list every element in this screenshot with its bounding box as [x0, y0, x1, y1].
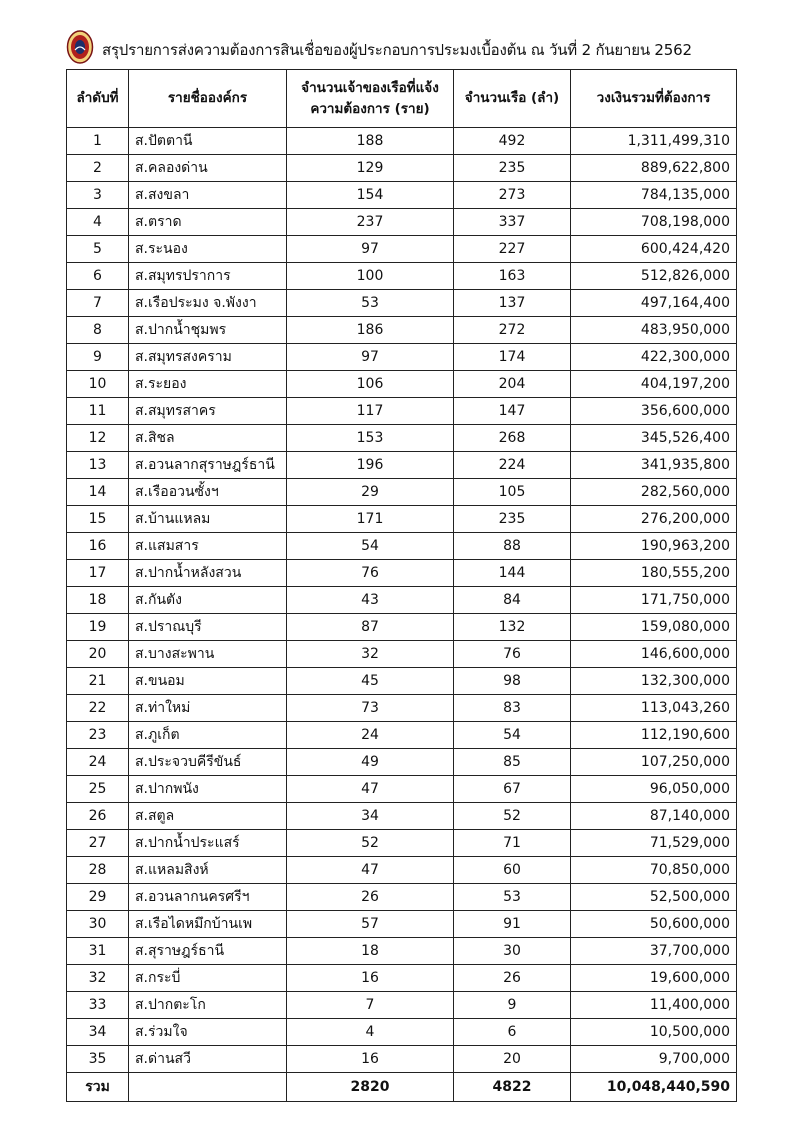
loan-amount: 19,600,000	[571, 965, 737, 992]
boat-count: 71	[454, 830, 571, 857]
owner-count: 53	[287, 290, 454, 317]
row-number: 29	[67, 884, 129, 911]
boat-count: 76	[454, 641, 571, 668]
organization-name: ส.คลองด่าน	[129, 155, 287, 182]
owner-count: 18	[287, 938, 454, 965]
owner-count: 47	[287, 776, 454, 803]
table-row	[67, 182, 737, 209]
loan-amount: 37,700,000	[571, 938, 737, 965]
table-row	[67, 263, 737, 290]
total-boats: 4822	[454, 1073, 571, 1102]
organization-emblem-icon	[66, 30, 94, 64]
row-number: 12	[67, 425, 129, 452]
table-row	[67, 587, 737, 614]
table-row	[67, 830, 737, 857]
row-number: 3	[67, 182, 129, 209]
row-number: 31	[67, 938, 129, 965]
boat-count: 83	[454, 695, 571, 722]
table-row	[67, 371, 737, 398]
table-header-row	[67, 70, 737, 128]
loan-amount: 341,935,800	[571, 452, 737, 479]
row-number: 24	[67, 749, 129, 776]
document-title: สรุปรายการส่งความต้องการสินเชื่อของผู้ประกอบการประมงเบื้องต้น ณ วันที่ 2 กันยายน 2562	[102, 41, 692, 59]
loan-amount: 345,526,400	[571, 425, 737, 452]
row-number: 13	[67, 452, 129, 479]
row-number: 32	[67, 965, 129, 992]
owner-count: 16	[287, 1046, 454, 1073]
owner-count: 171	[287, 506, 454, 533]
table-row	[67, 317, 737, 344]
owner-count: 117	[287, 398, 454, 425]
organization-name: ส.สมุทรปราการ	[129, 263, 287, 290]
owner-count: 54	[287, 533, 454, 560]
owner-count: 7	[287, 992, 454, 1019]
boat-count: 60	[454, 857, 571, 884]
row-number: 23	[67, 722, 129, 749]
table-row	[67, 128, 737, 155]
column-header-organization: รายชื่อองค์กร	[129, 70, 287, 128]
loan-amount: 889,622,800	[571, 155, 737, 182]
loan-amount: 112,190,600	[571, 722, 737, 749]
boat-count: 54	[454, 722, 571, 749]
boat-count: 91	[454, 911, 571, 938]
loan-amount: 9,700,000	[571, 1046, 737, 1073]
boat-count: 88	[454, 533, 571, 560]
loan-amount: 512,826,000	[571, 263, 737, 290]
owner-count: 16	[287, 965, 454, 992]
loan-amount: 190,963,200	[571, 533, 737, 560]
table-row	[67, 641, 737, 668]
row-number: 2	[67, 155, 129, 182]
table-row	[67, 884, 737, 911]
boat-count: 227	[454, 236, 571, 263]
row-number: 35	[67, 1046, 129, 1073]
row-number: 26	[67, 803, 129, 830]
table-row	[67, 398, 737, 425]
boat-count: 53	[454, 884, 571, 911]
table-row	[67, 290, 737, 317]
organization-name: ส.แสมสาร	[129, 533, 287, 560]
total-amount: 10,048,440,590	[571, 1073, 737, 1102]
boat-count: 52	[454, 803, 571, 830]
row-number: 17	[67, 560, 129, 587]
loan-amount: 132,300,000	[571, 668, 737, 695]
table-row	[67, 560, 737, 587]
column-header-no: ลำดับที่	[67, 70, 129, 128]
column-header-amount: วงเงินรวมที่ต้องการ	[571, 70, 737, 128]
loan-amount: 600,424,420	[571, 236, 737, 263]
owner-count: 73	[287, 695, 454, 722]
loan-amount: 10,500,000	[571, 1019, 737, 1046]
boat-count: 67	[454, 776, 571, 803]
row-number: 9	[67, 344, 129, 371]
table-row	[67, 425, 737, 452]
owner-count: 52	[287, 830, 454, 857]
organization-name: ส.สมุทรสาคร	[129, 398, 287, 425]
organization-name: ส.ร่วมใจ	[129, 1019, 287, 1046]
row-number: 20	[67, 641, 129, 668]
boat-count: 204	[454, 371, 571, 398]
total-label: รวม	[67, 1073, 129, 1102]
owner-count: 188	[287, 128, 454, 155]
boat-count: 268	[454, 425, 571, 452]
boat-count: 26	[454, 965, 571, 992]
row-number: 30	[67, 911, 129, 938]
table-row	[67, 857, 737, 884]
organization-name: ส.ปากตะโก	[129, 992, 287, 1019]
loan-amount: 171,750,000	[571, 587, 737, 614]
owner-count: 24	[287, 722, 454, 749]
owner-count: 32	[287, 641, 454, 668]
loan-amount: 356,600,000	[571, 398, 737, 425]
row-number: 33	[67, 992, 129, 1019]
loan-amount: 50,600,000	[571, 911, 737, 938]
table-row	[67, 695, 737, 722]
table-row	[67, 236, 737, 263]
table-row	[67, 911, 737, 938]
row-number: 5	[67, 236, 129, 263]
organization-name: ส.สตูล	[129, 803, 287, 830]
loan-amount: 784,135,000	[571, 182, 737, 209]
owner-count: 57	[287, 911, 454, 938]
boat-count: 273	[454, 182, 571, 209]
organization-name: ส.กระบี่	[129, 965, 287, 992]
boat-count: 85	[454, 749, 571, 776]
total-org-cell	[129, 1073, 287, 1102]
organization-name: ส.เรือประมง จ.พังงา	[129, 290, 287, 317]
row-number: 21	[67, 668, 129, 695]
loan-amount: 282,560,000	[571, 479, 737, 506]
owner-count: 196	[287, 452, 454, 479]
organization-name: ส.ปากพนัง	[129, 776, 287, 803]
boat-count: 272	[454, 317, 571, 344]
owner-count: 26	[287, 884, 454, 911]
loan-amount: 422,300,000	[571, 344, 737, 371]
organization-name: ส.ปราณบุรี	[129, 614, 287, 641]
organization-name: ส.ด่านสวี	[129, 1046, 287, 1073]
table-body	[67, 128, 737, 1073]
column-header-owners: จำนวนเจ้าของเรือที่แจ้งความต้องการ (ราย)	[287, 70, 454, 128]
table-row	[67, 155, 737, 182]
organization-name: ส.สุราษฎร์ธานี	[129, 938, 287, 965]
owner-count: 186	[287, 317, 454, 344]
owner-count: 237	[287, 209, 454, 236]
boat-count: 147	[454, 398, 571, 425]
table-row	[67, 938, 737, 965]
document-header	[66, 30, 746, 64]
column-header-boats: จำนวนเรือ (ลำ)	[454, 70, 571, 128]
loan-amount: 11,400,000	[571, 992, 737, 1019]
owner-count: 4	[287, 1019, 454, 1046]
organization-name: ส.เรือไดหมึกบ้านเพ	[129, 911, 287, 938]
boat-count: 235	[454, 155, 571, 182]
loan-amount: 113,043,260	[571, 695, 737, 722]
organization-name: ส.ปากน้ำหลังสวน	[129, 560, 287, 587]
boat-count: 144	[454, 560, 571, 587]
owner-count: 97	[287, 344, 454, 371]
owner-count: 76	[287, 560, 454, 587]
loan-amount: 708,198,000	[571, 209, 737, 236]
organization-name: ส.ท่าใหม่	[129, 695, 287, 722]
owner-count: 29	[287, 479, 454, 506]
row-number: 15	[67, 506, 129, 533]
row-number: 1	[67, 128, 129, 155]
table-row	[67, 965, 737, 992]
table-row	[67, 452, 737, 479]
total-owners: 2820	[287, 1073, 454, 1102]
table-row	[67, 344, 737, 371]
organization-name: ส.แหลมสิงห์	[129, 857, 287, 884]
boat-count: 6	[454, 1019, 571, 1046]
loan-amount: 70,850,000	[571, 857, 737, 884]
boat-count: 20	[454, 1046, 571, 1073]
organization-name: ส.ระนอง	[129, 236, 287, 263]
table-row	[67, 749, 737, 776]
organization-name: ส.ปัตตานี	[129, 128, 287, 155]
table-row	[67, 1046, 737, 1073]
boat-count: 224	[454, 452, 571, 479]
boat-count: 337	[454, 209, 571, 236]
boat-count: 163	[454, 263, 571, 290]
table-row	[67, 614, 737, 641]
organization-name: ส.ปากน้ำชุมพร	[129, 317, 287, 344]
organization-name: ส.อวนลากนครศรีฯ	[129, 884, 287, 911]
owner-count: 154	[287, 182, 454, 209]
organization-name: ส.กันตัง	[129, 587, 287, 614]
organization-name: ส.สิชล	[129, 425, 287, 452]
owner-count: 129	[287, 155, 454, 182]
organization-name: ส.ปากน้ำประแสร์	[129, 830, 287, 857]
organization-name: ส.สมุทรสงคราม	[129, 344, 287, 371]
row-number: 14	[67, 479, 129, 506]
owner-count: 97	[287, 236, 454, 263]
boat-count: 174	[454, 344, 571, 371]
boat-count: 98	[454, 668, 571, 695]
organization-name: ส.เรืออวนซั้งฯ	[129, 479, 287, 506]
table-row	[67, 209, 737, 236]
organization-name: ส.ตราด	[129, 209, 287, 236]
boat-count: 137	[454, 290, 571, 317]
loan-amount: 180,555,200	[571, 560, 737, 587]
table-row	[67, 803, 737, 830]
loan-amount: 159,080,000	[571, 614, 737, 641]
owner-count: 34	[287, 803, 454, 830]
table-row	[67, 722, 737, 749]
boat-count: 132	[454, 614, 571, 641]
row-number: 22	[67, 695, 129, 722]
loan-request-table	[66, 69, 737, 1102]
table-row	[67, 533, 737, 560]
owner-count: 106	[287, 371, 454, 398]
row-number: 25	[67, 776, 129, 803]
owner-count: 45	[287, 668, 454, 695]
organization-name: ส.ระยอง	[129, 371, 287, 398]
owner-count: 87	[287, 614, 454, 641]
row-number: 11	[67, 398, 129, 425]
row-number: 16	[67, 533, 129, 560]
loan-amount: 107,250,000	[571, 749, 737, 776]
row-number: 7	[67, 290, 129, 317]
owner-count: 153	[287, 425, 454, 452]
row-number: 18	[67, 587, 129, 614]
row-number: 4	[67, 209, 129, 236]
row-number: 6	[67, 263, 129, 290]
boat-count: 492	[454, 128, 571, 155]
table-row	[67, 506, 737, 533]
organization-name: ส.บ้านแหลม	[129, 506, 287, 533]
loan-amount: 87,140,000	[571, 803, 737, 830]
loan-amount: 276,200,000	[571, 506, 737, 533]
row-number: 27	[67, 830, 129, 857]
table-row	[67, 668, 737, 695]
owner-count: 100	[287, 263, 454, 290]
loan-amount: 71,529,000	[571, 830, 737, 857]
boat-count: 9	[454, 992, 571, 1019]
row-number: 19	[67, 614, 129, 641]
table-row	[67, 776, 737, 803]
boat-count: 84	[454, 587, 571, 614]
owner-count: 49	[287, 749, 454, 776]
owner-count: 47	[287, 857, 454, 884]
organization-name: ส.บางสะพาน	[129, 641, 287, 668]
organization-name: ส.ขนอม	[129, 668, 287, 695]
organization-name: ส.ประจวบคีรีขันธ์	[129, 749, 287, 776]
organization-name: ส.ภูเก็ต	[129, 722, 287, 749]
loan-amount: 96,050,000	[571, 776, 737, 803]
boat-count: 235	[454, 506, 571, 533]
row-number: 10	[67, 371, 129, 398]
owner-count: 43	[287, 587, 454, 614]
loan-amount: 146,600,000	[571, 641, 737, 668]
row-number: 34	[67, 1019, 129, 1046]
table-row	[67, 992, 737, 1019]
boat-count: 30	[454, 938, 571, 965]
organization-name: ส.อวนลากสุราษฎร์ธานี	[129, 452, 287, 479]
loan-amount: 483,950,000	[571, 317, 737, 344]
loan-amount: 1,311,499,310	[571, 128, 737, 155]
organization-name: ส.สงขลา	[129, 182, 287, 209]
total-row	[67, 1073, 737, 1102]
boat-count: 105	[454, 479, 571, 506]
table-row	[67, 479, 737, 506]
loan-amount: 497,164,400	[571, 290, 737, 317]
row-number: 8	[67, 317, 129, 344]
loan-amount: 52,500,000	[571, 884, 737, 911]
row-number: 28	[67, 857, 129, 884]
table-row	[67, 1019, 737, 1046]
loan-amount: 404,197,200	[571, 371, 737, 398]
